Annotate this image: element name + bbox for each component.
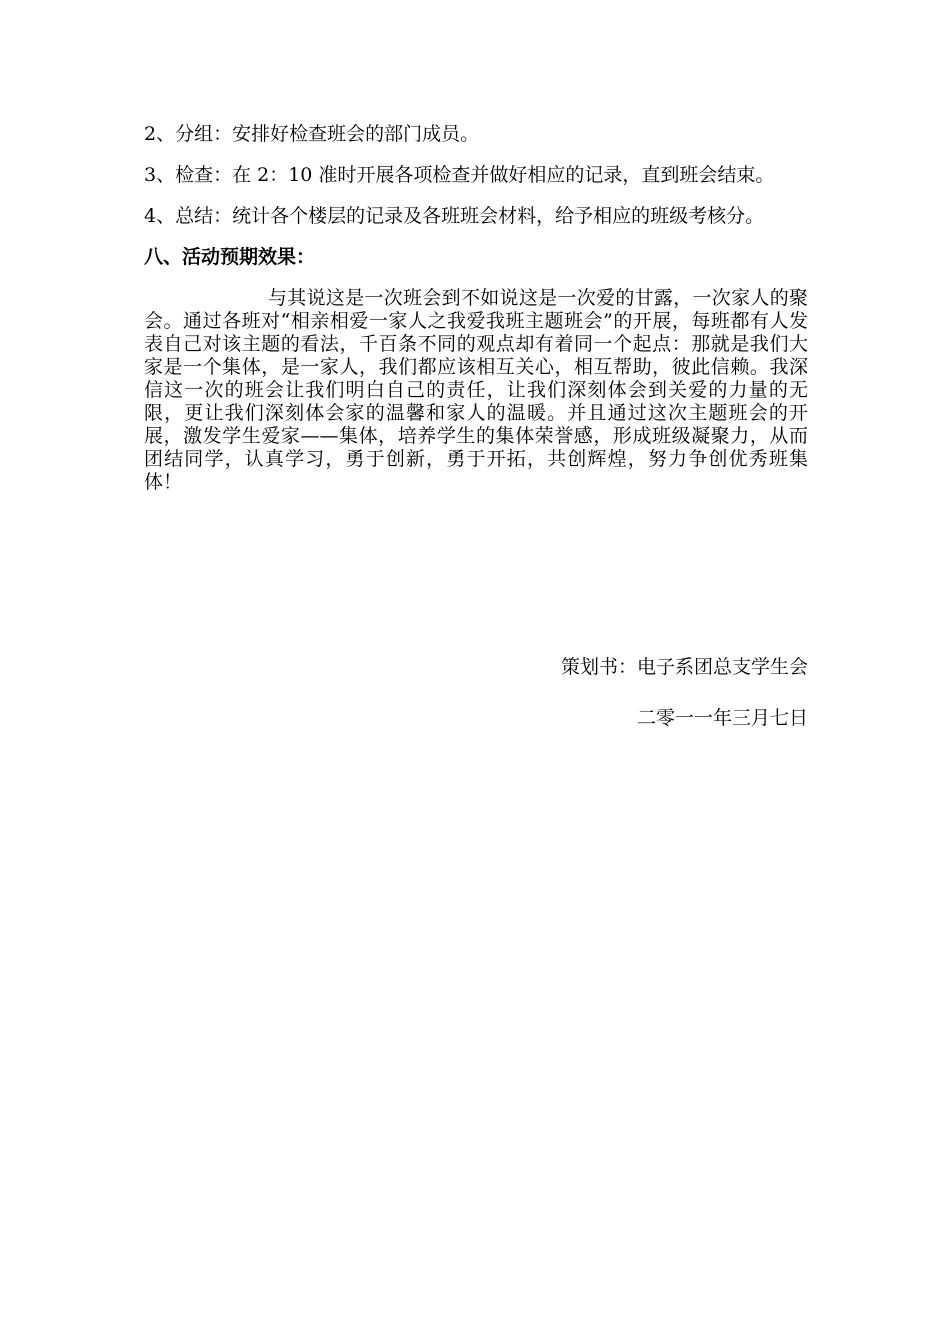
signature-date: 二零一一年三月七日 bbox=[636, 707, 808, 729]
step-inspection: 3、检查：在 2：10 准时开展各项检查并做好相应的记录，直到班会结束。 bbox=[144, 164, 775, 186]
step-summary: 4、总结：统计各个楼层的记录及各班班会材料，给予相应的班级考核分。 bbox=[144, 205, 765, 227]
signature-org: 策划书：电子系团总支学生会 bbox=[560, 656, 808, 678]
section-body: 与其说这是一次班会到不如说这是一次爱的甘露，一次家人的聚会。通过各班对“相亲相爱一家人之我爱我班主题班会”的开展，每班都有人发表自己对该主题的看法，千百条不同的观点却有着同一个起点：那就是我们大家是一个集体，是一家人，我们都应该相互关心，相互帮助，彼此信赖。我深信这一次的班会让我们明白自己的责任，让我们深刻体会到关爱的力量的无限，更让我们深刻体会家的温馨和家人的温暖。并且通过这次主题班会的开展，激发学生爱家——集体，培养学生的集体荣誉感，形成班级凝聚力，从而团结同学，认真学习，勇于创新，勇于开拓，共创辉煌，努力争创优秀班集体！ bbox=[144, 287, 808, 493]
section-heading: 八、活动预期效果： bbox=[144, 246, 316, 268]
step-grouping: 2、分组：安排好检查班会的部门成员。 bbox=[144, 123, 480, 145]
document-content bbox=[144, 122, 808, 494]
